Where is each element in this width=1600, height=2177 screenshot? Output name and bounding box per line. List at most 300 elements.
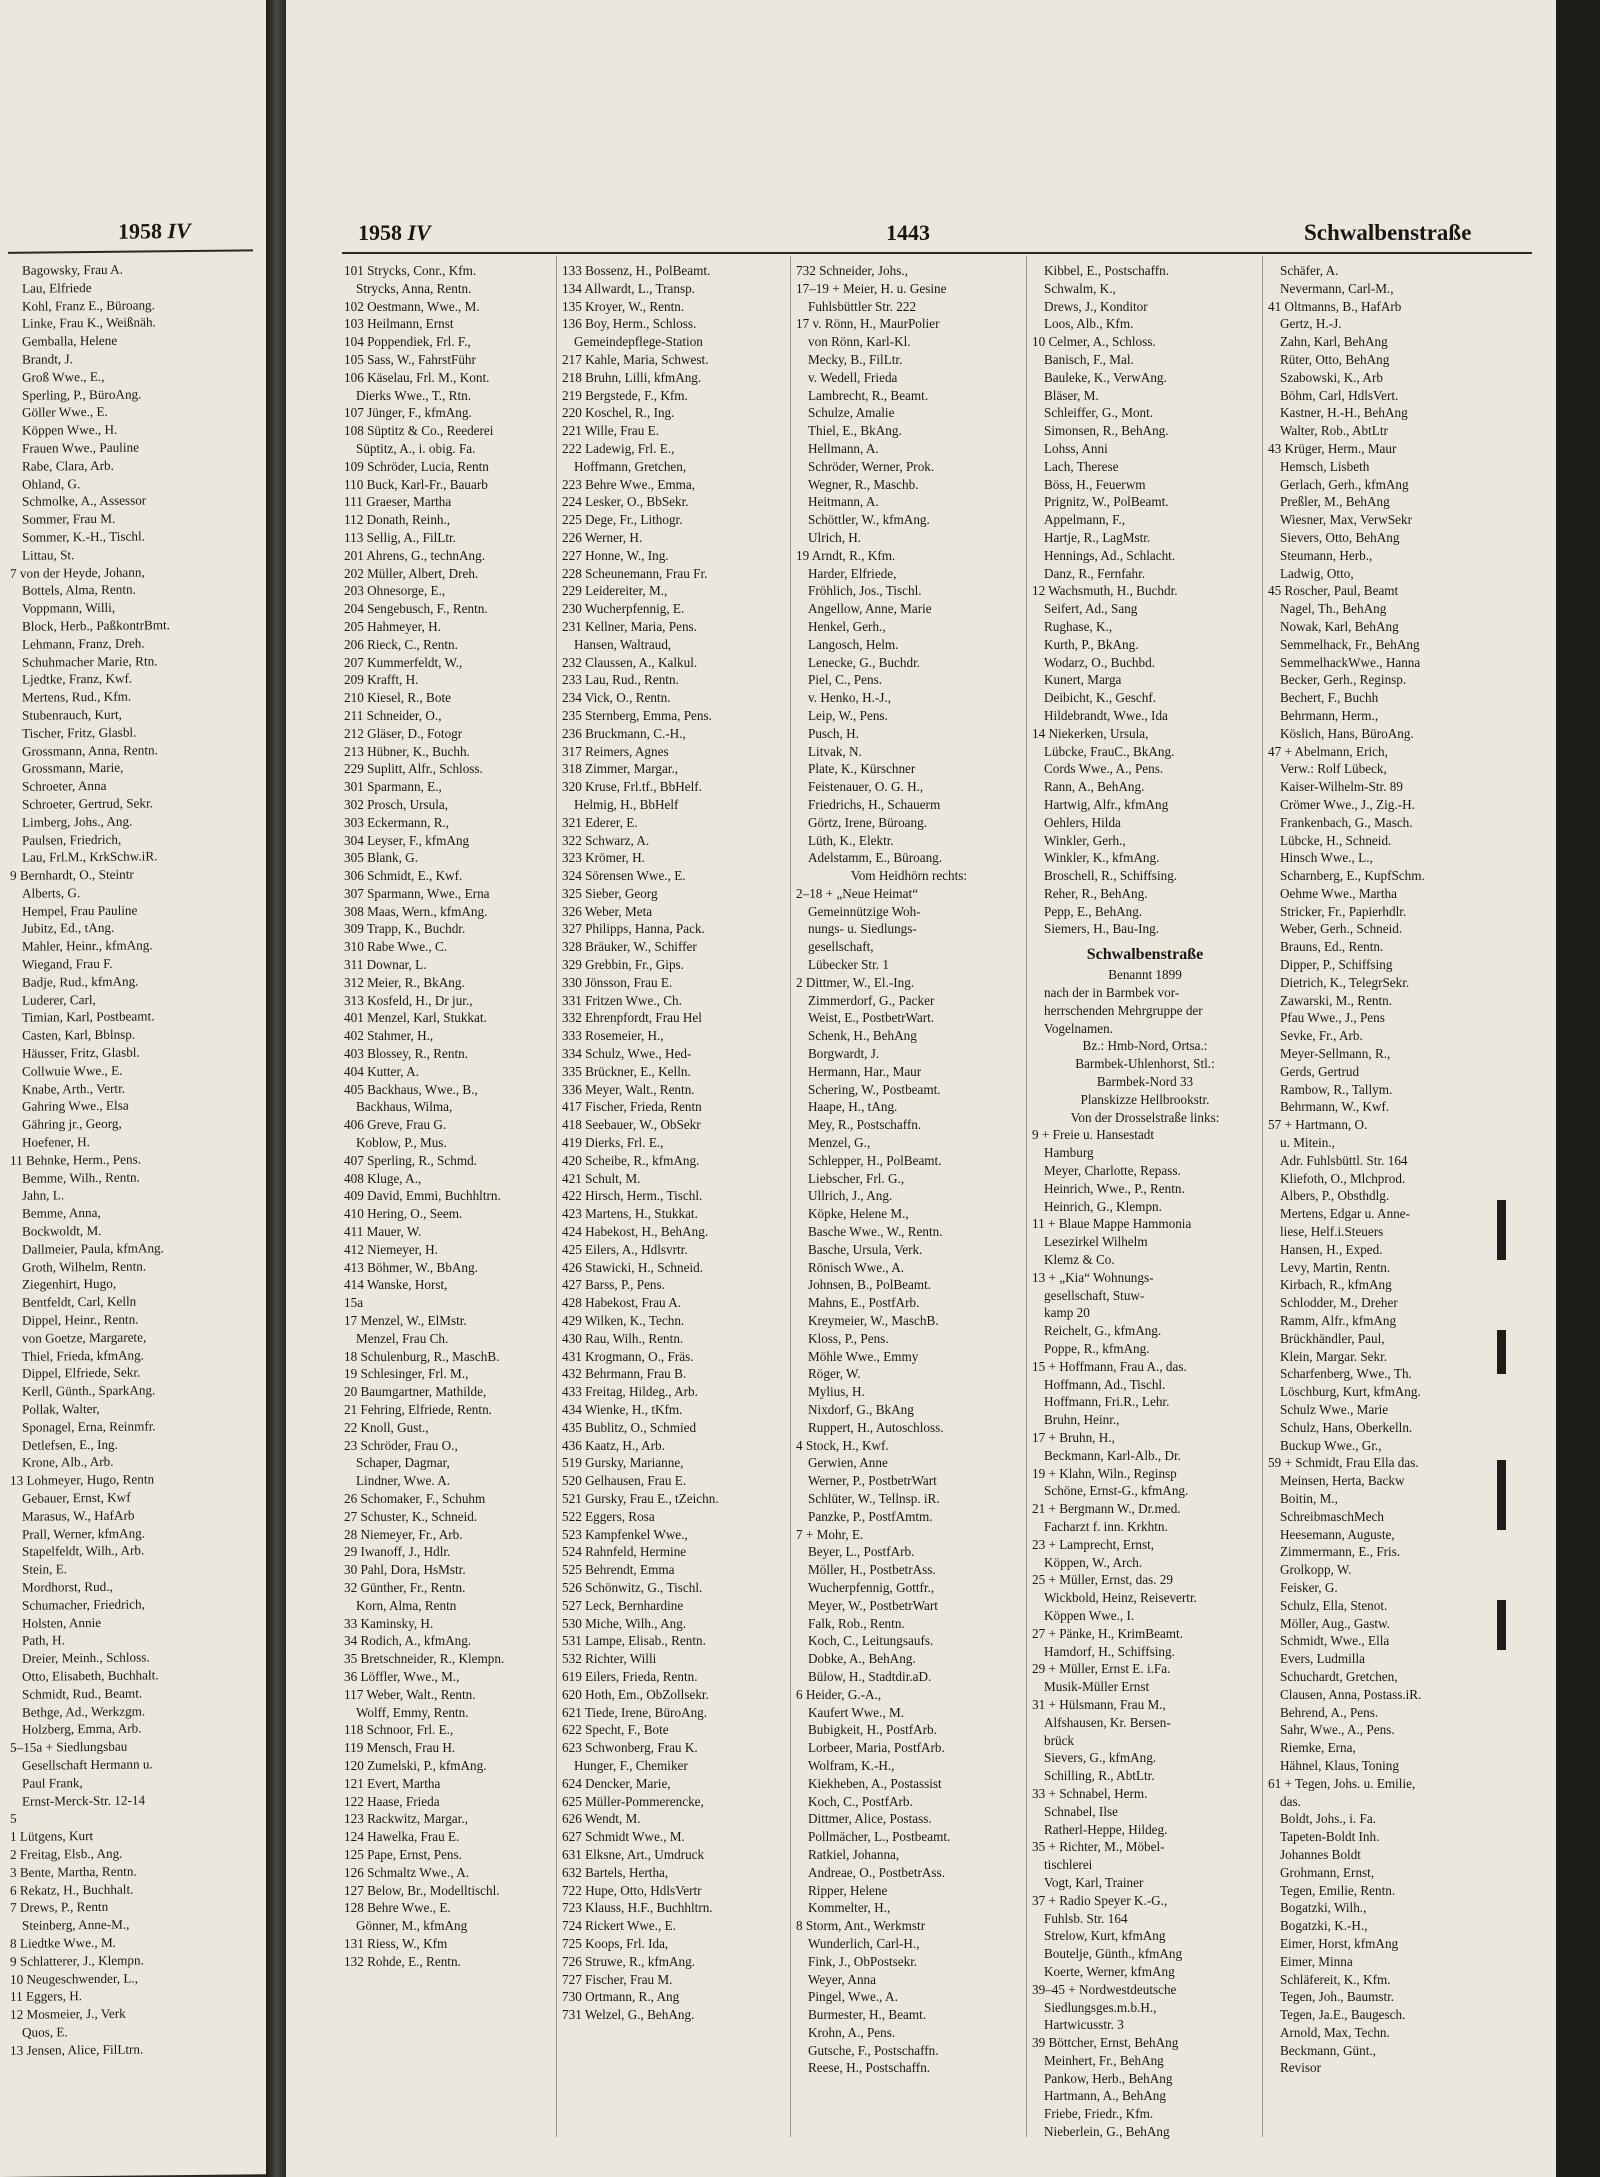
directory-entry: 204 Sengebusch, F., Rentn.	[344, 601, 488, 617]
directory-entry: Leip, W., Pens.	[808, 707, 888, 723]
directory-entry: 308 Maas, Wern., kfmAng.	[344, 903, 488, 919]
directory-entry: Von der Drosselstraße links:	[1070, 1109, 1220, 1125]
directory-entry: Schroeter, Anna	[22, 777, 107, 794]
directory-entry: Bauleke, K., VerwAng.	[1044, 369, 1167, 385]
directory-entry: Möhle Wwe., Emmy	[808, 1348, 919, 1364]
directory-entry: Sievers, G., kfmAng.	[1044, 1750, 1157, 1766]
directory-entry: 317 Reimers, Agnes	[562, 743, 669, 759]
directory-entry: Adelstamm, E., Büroang.	[808, 850, 943, 866]
directory-entry: 35 + Richter, M., Möbel-	[1032, 1839, 1165, 1855]
directory-entry: Grohmann, Ernst,	[1280, 1864, 1375, 1880]
directory-entry: 402 Stahmer, H.,	[344, 1028, 434, 1044]
directory-entry: Görtz, Irene, Büroang.	[808, 814, 928, 830]
directory-entry: Schäfer, A.	[1280, 263, 1339, 278]
directory-entry: Dobke, A., BehAng.	[808, 1651, 916, 1667]
directory-entry: 227 Honne, W., Ing.	[562, 547, 669, 563]
directory-entry: Ohland, G.	[22, 475, 81, 492]
directory-entry: Bogatzki, Wilh.,	[1280, 1900, 1367, 1916]
directory-entry: 6 Rekatz, H., Buchhalt.	[10, 1881, 134, 1898]
directory-entry: 233 Lau, Rud., Rentn.	[562, 672, 679, 688]
directory-entry: 134 Allwardt, L., Transp.	[562, 280, 695, 296]
directory-entry: 306 Schmidt, E., Kwf.	[344, 868, 463, 884]
directory-entry: 426 Stawicki, H., Schneid.	[562, 1259, 704, 1275]
directory-entry: Köppen Wwe., H.	[22, 421, 118, 438]
directory-entry: 205 Hahmeyer, H.	[344, 618, 441, 634]
directory-entry: 30 Pahl, Dora, HsMstr.	[344, 1562, 466, 1578]
directory-entry: Thiel, E., BkAng.	[808, 423, 902, 439]
directory-entry: Behrend, A., Pens.	[1280, 1704, 1379, 1720]
directory-column-5	[1268, 262, 1486, 2077]
directory-entry: 322 Schwarz, A.	[562, 832, 650, 848]
directory-entry: Henkel, Gerh.,	[808, 618, 886, 634]
directory-entry: Schlepper, H., PolBeamt.	[808, 1152, 942, 1168]
directory-entry: Schöne, Ernst-G., kfmAng.	[1044, 1483, 1189, 1499]
directory-entry: 110 Buck, Karl-Fr., Bauarb	[344, 476, 488, 492]
directory-entry: Heesemann, Auguste,	[1280, 1526, 1395, 1542]
directory-entry: Lach, Therese	[1044, 458, 1119, 474]
directory-entry: Mahler, Heinr., kfmAng.	[22, 937, 153, 955]
directory-entry: 31 + Hülsmann, Frau M.,	[1032, 1696, 1166, 1712]
directory-entry: 8 Storm, Ant., Werkmstr	[796, 1918, 926, 1934]
directory-entry: Linke, Frau K., Weißnäh.	[22, 314, 156, 332]
directory-entry: 523 Kampfenkel Wwe.,	[562, 1526, 688, 1542]
directory-entry: 29 + Müller, Ernst E. i.Fa.	[1032, 1661, 1171, 1677]
directory-entry: Schwalm, K.,	[1044, 280, 1116, 296]
directory-entry: Beckmann, Karl-Alb., Dr.	[1044, 1447, 1181, 1463]
directory-entry: 121 Evert, Martha	[344, 1775, 441, 1791]
directory-entry: 724 Rickert Wwe., E.	[562, 1918, 677, 1934]
directory-entry: 19 + Klahn, Wiln., Reginsp	[1032, 1465, 1177, 1481]
directory-entry: Prall, Werner, kfmAng.	[22, 1525, 146, 1542]
directory-entry: Hoffmann, Gretchen,	[574, 458, 687, 474]
directory-entry: 312 Meier, R., BkAng.	[344, 974, 465, 990]
directory-entry: 119 Mensch, Frau H.	[344, 1740, 456, 1756]
directory-entry: Koblow, P., Mus.	[356, 1135, 447, 1151]
directory-entry: Friedrichs, H., Schauerm	[808, 796, 941, 812]
directory-entry: Feisker, G.	[1280, 1579, 1338, 1595]
directory-entry: Schuhmacher Marie, Rtn.	[22, 652, 158, 670]
directory-entry: 328 Bräuker, W., Schiffer	[562, 939, 697, 955]
directory-entry: Lindner, Wwe. A.	[356, 1473, 451, 1489]
directory-entry: 15a	[344, 1295, 364, 1311]
page-number: 1443	[886, 220, 930, 245]
directory-entry: 401 Menzel, Karl, Stukkat.	[344, 1010, 487, 1026]
directory-entry: 522 Eggers, Rosa	[562, 1508, 655, 1524]
directory-entry: 17–19 + Meier, H. u. Gesine	[796, 280, 947, 296]
directory-entry: Boitin, M.,	[1280, 1490, 1338, 1506]
directory-entry: Kommelter, H.,	[808, 1900, 891, 1916]
directory-entry: 19 Schlesinger, Frl. M.,	[344, 1366, 469, 1382]
directory-entry: Süptitz, A., i. obig. Fa.	[356, 440, 476, 456]
directory-entry: Dittmer, Alice, Postass.	[808, 1811, 932, 1827]
directory-entry: Lorbeer, Maria, PostfArb.	[808, 1740, 945, 1756]
directory-entry: 231 Kellner, Maria, Pens.	[562, 618, 697, 634]
directory-entry: Pollmächer, L., Postbeamt.	[808, 1829, 951, 1845]
directory-entry: von Rönn, Karl-Kl.	[808, 334, 911, 350]
directory-entry: Detlefsen, E., Ing.	[22, 1436, 118, 1453]
directory-entry: 107 Jünger, F., kfmAng.	[344, 405, 472, 421]
directory-entry: Ladwig, Otto,	[1280, 565, 1354, 581]
directory-entry: Wucherpfennig, Gottfr.,	[808, 1579, 935, 1595]
directory-entry: Limberg, Johs., Ang.	[22, 813, 133, 830]
directory-entry: 229 Suplitt, Alfr., Schloss.	[344, 761, 483, 777]
directory-entry: Luderer, Carl,	[22, 991, 96, 1008]
directory-entry: 726 Struwe, R., kfmAng.	[562, 1953, 695, 1969]
directory-entry: Zahn, Karl, BehAng	[1280, 334, 1388, 350]
directory-entry: Basche, Ursula, Verk.	[808, 1241, 923, 1257]
column-rule	[1026, 256, 1027, 2137]
directory-entry: Kastner, H.-H., BehAng	[1280, 405, 1408, 421]
directory-entry: Möller, H., PostbetrAss.	[808, 1562, 936, 1578]
directory-entry: 435 Bublitz, O., Schmied	[562, 1419, 697, 1435]
directory-entry: Möller, Aug., Gastw.	[1280, 1615, 1390, 1631]
directory-entry: 13 Jensen, Alice, FilLtrn.	[10, 2041, 144, 2058]
directory-entry: Lesezirkel Wilhelm	[1044, 1234, 1148, 1250]
directory-entry: Simonsen, R., BehAng.	[1044, 423, 1169, 439]
directory-entry: Bockwoldt, M.	[22, 1222, 102, 1239]
directory-entry: 303 Eckermann, R.,	[344, 814, 450, 830]
directory-entry: Krone, Alb., Arb.	[22, 1454, 114, 1471]
directory-entry: Scharfenberg, Wwe., Th.	[1280, 1366, 1412, 1382]
directory-entry: 47 + Abelmann, Erich,	[1268, 743, 1388, 759]
directory-entry: Wolfram, K.-H.,	[808, 1757, 895, 1773]
directory-entry: Winkler, Gerh.,	[1044, 832, 1126, 848]
directory-entry: Schulz, Ella, Stenot.	[1280, 1597, 1388, 1613]
directory-entry: Hansen, Waltraud,	[574, 636, 672, 652]
directory-entry: Riemke, Erna,	[1280, 1740, 1356, 1756]
directory-entry: Kirbach, R., kfmAng	[1280, 1277, 1392, 1293]
left-page	[0, 0, 270, 2177]
directory-entry: 404 Kutter, A.	[344, 1063, 419, 1079]
directory-entry: 11 Eggers, H.	[10, 1988, 83, 2005]
directory-entry: 218 Bruhn, Lilli, kfmAng.	[562, 369, 702, 385]
directory-entry: Ziegenhirt, Hugo,	[22, 1276, 117, 1293]
directory-entry: Schmolke, A., Assessor	[22, 492, 147, 510]
directory-entry: Werner, P., PostbetrWart	[808, 1473, 937, 1489]
directory-entry: 424 Habekost, H., BehAng.	[562, 1224, 709, 1240]
directory-entry: 201 Ahrens, G., technAng.	[344, 547, 486, 563]
directory-entry: 423 Martens, H., Stukkat.	[562, 1206, 698, 1222]
directory-entry: 730 Ortmann, R., Ang	[562, 1989, 680, 2005]
directory-entry: Menzel, Frau Ch.	[356, 1330, 449, 1346]
directory-entry: 104 Poppendiek, Frl. F.,	[344, 334, 471, 350]
directory-entry: Andreae, O., PostbetrAss.	[808, 1864, 945, 1880]
directory-entry: 624 Dencker, Marie,	[562, 1775, 671, 1791]
directory-entry: Strelow, Kurt, kfmAng	[1044, 1928, 1166, 1944]
directory-entry: Deibicht, K., Geschf.	[1044, 690, 1157, 706]
directory-entry: 27 Schuster, K., Schneid.	[344, 1508, 478, 1524]
directory-entry: 57 + Hartmann, O.	[1268, 1117, 1368, 1133]
directory-entry: 7 von der Heyde, Johann,	[10, 564, 145, 581]
directory-entry: Köppen, W., Arch.	[1044, 1554, 1143, 1570]
directory-entry: Gahring Wwe., Elsa	[22, 1098, 129, 1115]
directory-entry: Mecky, B., FilLtr.	[808, 351, 903, 367]
directory-entry: 7 Drews, P., Rentn	[10, 1899, 109, 1916]
directory-entry: Boutelje, Günth., kfmAng	[1044, 1946, 1183, 1962]
right-header-year: 1958	[358, 220, 402, 245]
directory-entry: 632 Bartels, Hertha,	[562, 1864, 669, 1880]
directory-entry: Nixdorf, G., BkAng	[808, 1402, 914, 1417]
directory-entry: 332 Ehrenpfordt, Frau Hel	[562, 1010, 702, 1026]
directory-entry: Gemeinnützige Woh-	[808, 903, 921, 919]
directory-entry: Knabe, Arth., Vertr.	[22, 1080, 126, 1097]
directory-entry: Prignitz, W., PolBeamt.	[1044, 494, 1169, 510]
directory-entry: Helmig, H., BbHelf	[574, 796, 679, 812]
directory-entry: Kloss, P., Pens.	[808, 1330, 889, 1346]
directory-entry: Böss, H., Feuerwm	[1044, 476, 1146, 492]
directory-entry: Meyer, Charlotte, Repass.	[1044, 1163, 1181, 1179]
directory-entry: 408 Kluge, A.,	[344, 1170, 422, 1186]
directory-entry: 43 Krüger, Herm., Maur	[1268, 440, 1397, 456]
directory-entry: v. Wedell, Frieda	[808, 369, 898, 385]
directory-entry: Meyer-Sellmann, R.,	[1280, 1046, 1391, 1062]
directory-entry: Lau, Frl.M., KrkSchw.iR.	[22, 848, 158, 866]
directory-entry: Hansen, H., Exped.	[1280, 1241, 1383, 1257]
directory-entry: 136 Boy, Herm., Schloss.	[562, 316, 697, 332]
directory-entry: 413 Böhmer, W., BbAng.	[344, 1259, 478, 1275]
directory-entry: 5	[10, 1811, 17, 1827]
directory-entry: Oehme Wwe., Martha	[1280, 885, 1397, 901]
directory-entry: Lambrecht, R., Beamt.	[808, 387, 929, 403]
directory-entry: Schläfereit, K., Kfm.	[1280, 1971, 1391, 1987]
directory-entry: gesellschaft,	[808, 939, 874, 955]
directory-entry: Gerwien, Anne	[808, 1455, 888, 1471]
directory-entry: Schering, W., Postbeamt.	[808, 1081, 941, 1097]
directory-entry: 17 v. Rönn, H., MaurPolier	[796, 316, 940, 332]
directory-entry: 112 Donath, Reinh.,	[344, 512, 451, 528]
directory-entry: 519 Gursky, Marianne,	[562, 1455, 684, 1471]
directory-column-1	[344, 262, 552, 1971]
directory-entry: Appelmann, F.,	[1044, 512, 1125, 528]
directory-entry: Arnold, Max, Techn.	[1280, 2024, 1390, 2040]
directory-entry: Mahns, E., PostfArb.	[808, 1295, 920, 1311]
directory-entry: Hoffmann, Fri.R., Lehr.	[1044, 1394, 1170, 1410]
directory-entry: Heinrich, G., Klempn.	[1044, 1198, 1162, 1214]
directory-entry: 436 Kaatz, H., Arb.	[562, 1437, 665, 1453]
directory-entry: 103 Heilmann, Ernst	[344, 316, 454, 332]
directory-entry: Bemme, Wilh., Rentn.	[22, 1169, 140, 1186]
directory-entry: Rönisch Wwe., A.	[808, 1259, 905, 1275]
directory-entry: Paul Frank,	[22, 1774, 83, 1791]
directory-entry: Mey, R., Postschaffn.	[808, 1117, 922, 1133]
directory-entry: Bottels, Alma, Rentn.	[22, 581, 136, 599]
directory-entry: Basche Wwe., W., Rentn.	[808, 1224, 943, 1240]
directory-entry: Gönner, M., kfmAng	[356, 1918, 468, 1934]
directory-entry: 212 Gläser, D., Fotogr	[344, 725, 463, 741]
directory-entry: 224 Lesker, O., BbSekr.	[562, 494, 689, 510]
directory-entry: Thiel, Frieda, kfmAng.	[22, 1347, 144, 1364]
directory-entry: Kurth, P., BkAng.	[1044, 636, 1139, 652]
directory-entry: Voppmann, Willi,	[22, 599, 116, 616]
directory-entry: Feistenauer, O. G. H.,	[808, 779, 924, 795]
directory-entry: Hildebrandt, Wwe., Ida	[1044, 707, 1168, 723]
directory-entry: Kaufert Wwe., M.	[808, 1704, 905, 1720]
directory-entry: Zimmermann, E., Fris.	[1280, 1544, 1401, 1560]
directory-entry: 8 Liedtke Wwe., M.	[10, 1934, 116, 1951]
directory-entry: Gebauer, Ernst, Kwf	[22, 1489, 131, 1506]
directory-entry: Lehmann, Franz, Dreh.	[22, 635, 145, 652]
directory-entry: Schaper, Dagmar,	[356, 1455, 450, 1471]
directory-entry: 13 Lohmeyer, Hugo, Rentn	[10, 1471, 155, 1489]
directory-entry: Hähnel, Klaus, Toning	[1280, 1757, 1399, 1773]
directory-entry: 102 Oestmann, Wwe., M.	[344, 298, 480, 314]
directory-entry: 220 Koschel, R., Ing.	[562, 405, 675, 421]
directory-entry: Sommer, K.-H., Tischl.	[22, 528, 145, 545]
directory-entry: Crömer Wwe., J., Zig.-H.	[1280, 796, 1415, 812]
directory-entry: Dietrich, K., TelegrSekr.	[1280, 974, 1410, 990]
directory-entry: 26 Schomaker, F., Schuhm	[344, 1490, 486, 1506]
left-page-header	[118, 218, 191, 253]
directory-entry: Reher, R., BehAng.	[1044, 885, 1148, 901]
directory-entry: Hamburg	[1044, 1145, 1094, 1161]
directory-entry: Hartje, R., LagMstr.	[1044, 529, 1151, 545]
directory-entry: Hartwicusstr. 3	[1044, 2017, 1124, 2033]
directory-entry: 221 Wille, Frau E.	[562, 423, 660, 439]
column-rule	[790, 256, 791, 2137]
directory-entry: 532 Richter, Willi	[562, 1651, 657, 1667]
directory-entry: 334 Schulz, Wwe., Hed-	[562, 1046, 692, 1062]
directory-entry: 213 Hübner, K., Buchh.	[344, 743, 470, 759]
directory-entry: Tapeten-Boldt Inh.	[1280, 1829, 1380, 1845]
directory-entry: 434 Wienke, H., tKfm.	[562, 1402, 683, 1417]
directory-entry: 321 Ederer, E.	[562, 814, 638, 830]
directory-entry: 21 + Bergmann W., Dr.med.	[1032, 1501, 1181, 1517]
directory-entry: 19 Arndt, R., Kfm.	[796, 547, 896, 563]
directory-entry: Verw.: Rolf Lübeck,	[1280, 761, 1387, 777]
directory-entry: Seifert, Ad., Sang	[1044, 601, 1138, 617]
directory-entry: Eimer, Horst, kfmAng	[1280, 1935, 1399, 1951]
directory-entry: Piel, C., Pens.	[808, 672, 883, 688]
edge-mark	[1497, 1200, 1506, 1260]
directory-entry: Kliefoth, O., Mlchprod.	[1280, 1170, 1406, 1186]
directory-entry: Bruhn, Heinr.,	[1044, 1412, 1120, 1428]
directory-entry: 429 Wilken, K., Techn.	[562, 1313, 685, 1329]
directory-entry: Stein, E.	[22, 1561, 68, 1577]
directory-entry: 11 Behnke, Herm., Pens.	[10, 1151, 141, 1168]
directory-entry: Beyer, L., PostfArb.	[808, 1544, 915, 1560]
directory-entry: 37 + Radio Speyer K.-G.,	[1032, 1892, 1168, 1908]
directory-entry: Klein, Margar. Sekr.	[1280, 1348, 1388, 1364]
directory-entry: 403 Blossey, R., Rentn.	[344, 1046, 469, 1062]
directory-entry: 313 Kosfeld, H., Dr jur.,	[344, 992, 473, 1008]
right-page-header-year	[358, 220, 431, 254]
directory-entry: Rüter, Otto, BehAng	[1280, 351, 1390, 367]
directory-entry: 41 Oltmanns, B., HafArb	[1268, 298, 1402, 314]
directory-entry: 27 + Pänke, H., KrimBeamt.	[1032, 1625, 1184, 1641]
directory-entry: Bülow, H., Stadtdir.aD.	[808, 1668, 932, 1684]
directory-entry: Fuhlsb. Str. 164	[1044, 1910, 1128, 1926]
directory-entry: 235 Sternberg, Emma, Pens.	[562, 707, 712, 723]
directory-column-2	[562, 262, 786, 2024]
directory-column-3	[796, 262, 1022, 2077]
directory-entry: Ullrich, J., Ang.	[808, 1188, 893, 1204]
directory-entry: Koerte, Werner, kfmAng	[1044, 1963, 1175, 1979]
directory-entry: Hunger, F., Chemiker	[574, 1757, 688, 1773]
directory-entry: kamp 20	[1044, 1305, 1090, 1321]
directory-entry: Hermann, Har., Maur	[808, 1063, 922, 1079]
directory-entry: Danz, R., Fernfahr.	[1044, 565, 1146, 581]
directory-entry: Kreymeier, W., MaschB.	[808, 1313, 939, 1329]
directory-entry: Pfau Wwe., J., Pens	[1280, 1010, 1385, 1026]
directory-entry: Menzel, G.,	[808, 1135, 871, 1151]
right-header-volume: IV	[407, 220, 431, 245]
directory-entry: 203 Ohnesorge, E.,	[344, 583, 446, 599]
directory-entry: 28 Niemeyer, Fr., Arb.	[344, 1526, 463, 1542]
directory-entry: Bagowsky, Frau A.	[22, 261, 123, 278]
directory-entry: Rann, A., BehAng.	[1044, 779, 1145, 795]
directory-entry: Meinhert, Fr., BehAng	[1044, 2052, 1164, 2068]
directory-entry: Clausen, Anna, Postass.iR.	[1280, 1686, 1422, 1702]
directory-entry: 23 Schröder, Frau O.,	[344, 1437, 458, 1453]
directory-entry: 23 + Lamprecht, Ernst,	[1032, 1536, 1155, 1552]
directory-entry: Schleiffer, G., Mont.	[1044, 405, 1154, 421]
directory-entry: 2 Dittmer, W., El.-Ing.	[796, 974, 915, 990]
directory-entry: Ripper, Helene	[808, 1882, 888, 1898]
directory-entry: Bethge, Ad., Werkzgm.	[22, 1703, 146, 1720]
directory-entry: Köslich, Hans, BüroAng.	[1280, 725, 1414, 741]
edge-mark	[1497, 1460, 1506, 1530]
directory-entry: 9 + Freie u. Hansestadt	[1032, 1127, 1155, 1143]
directory-entry: Hemsch, Lisbeth	[1280, 458, 1370, 474]
directory-entry: 228 Scheunemann, Frau Fr.	[562, 565, 708, 581]
directory-entry: 406 Greve, Frau G.	[344, 1117, 447, 1133]
directory-entry: 336 Meyer, Walt., Rentn.	[562, 1081, 695, 1097]
directory-entry: 421 Schult, M.	[562, 1170, 641, 1186]
directory-entry: Nagel, Th., BehAng	[1280, 601, 1387, 617]
directory-entry: 210 Kiesel, R., Bote	[344, 690, 451, 706]
directory-entry: 9 Schlatterer, J., Klempn.	[10, 1952, 144, 1969]
directory-entry: Johannes Boldt	[1280, 1846, 1361, 1862]
directory-entry: Barmbek-Uhlenhorst, Stl.:	[1075, 1056, 1215, 1072]
directory-entry: Steinberg, Anne-M.,	[22, 1916, 130, 1933]
directory-entry: 123 Rackwitz, Margar.,	[344, 1811, 468, 1827]
directory-entry: nach der in Barmbek vor-	[1044, 985, 1180, 1001]
directory-entry: Backhaus, Wilma,	[356, 1099, 453, 1115]
directory-entry: Schmidt, Wwe., Ella	[1280, 1633, 1390, 1649]
directory-entry: 131 Riess, W., Kfm	[344, 1935, 448, 1951]
directory-entry: 10 Neugeschwender, L.,	[10, 1970, 139, 1987]
directory-entry: 531 Lampe, Elisab., Rentn.	[562, 1633, 706, 1649]
directory-entry: Schlodder, M., Dreher	[1280, 1295, 1398, 1311]
directory-entry: Mertens, Rud., Kfm.	[22, 688, 132, 705]
directory-entry: 20 Baumgartner, Mathilde,	[344, 1384, 487, 1400]
directory-entry: Schnabel, Ilse	[1044, 1803, 1118, 1819]
directory-entry: 33 Kaminsky, H.	[344, 1615, 434, 1631]
directory-entry: Vom Heidhörn rechts:	[850, 868, 968, 884]
directory-entry: Göller Wwe., E.	[22, 404, 108, 421]
directory-entry: Köpke, Helene M.,	[808, 1206, 909, 1222]
directory-entry: Schulz Wwe., Marie	[1280, 1402, 1389, 1417]
directory-entry: 419 Dierks, Frl. E.,	[562, 1135, 664, 1151]
directory-entry: Groth, Wilhelm, Rentn.	[22, 1258, 147, 1275]
left-header-year: 1958	[118, 218, 162, 244]
directory-entry: 124 Hawelka, Frau E.	[344, 1829, 460, 1845]
directory-entry: Stapelfeldt, Wilh., Arb.	[22, 1542, 145, 1560]
directory-entry: Weber, Gerh., Schneid.	[1280, 921, 1403, 937]
directory-entry: Timian, Karl, Postbeamt.	[22, 1008, 155, 1026]
directory-entry: Musik-Müller Ernst	[1044, 1679, 1150, 1695]
directory-entry: Planskizze Hellbrookstr.	[1080, 1091, 1210, 1107]
directory-entry: 305 Blank, G.	[344, 850, 418, 866]
directory-entry: 524 Rahnfeld, Hermine	[562, 1544, 687, 1560]
directory-entry: 15 + Hoffmann, Frau A., das.	[1032, 1358, 1187, 1374]
directory-entry: 722 Hupe, Otto, HdlsVertr	[562, 1882, 702, 1898]
directory-entry: Bläser, M.	[1044, 387, 1099, 403]
directory-entry: Revisor	[1280, 2060, 1322, 2076]
directory-entry: Bogatzki, K.-H.,	[1280, 1918, 1368, 1934]
directory-entry: 310 Rabe Wwe., C.	[344, 939, 448, 955]
directory-entry: Burmester, H., Beamt.	[808, 2007, 927, 2023]
